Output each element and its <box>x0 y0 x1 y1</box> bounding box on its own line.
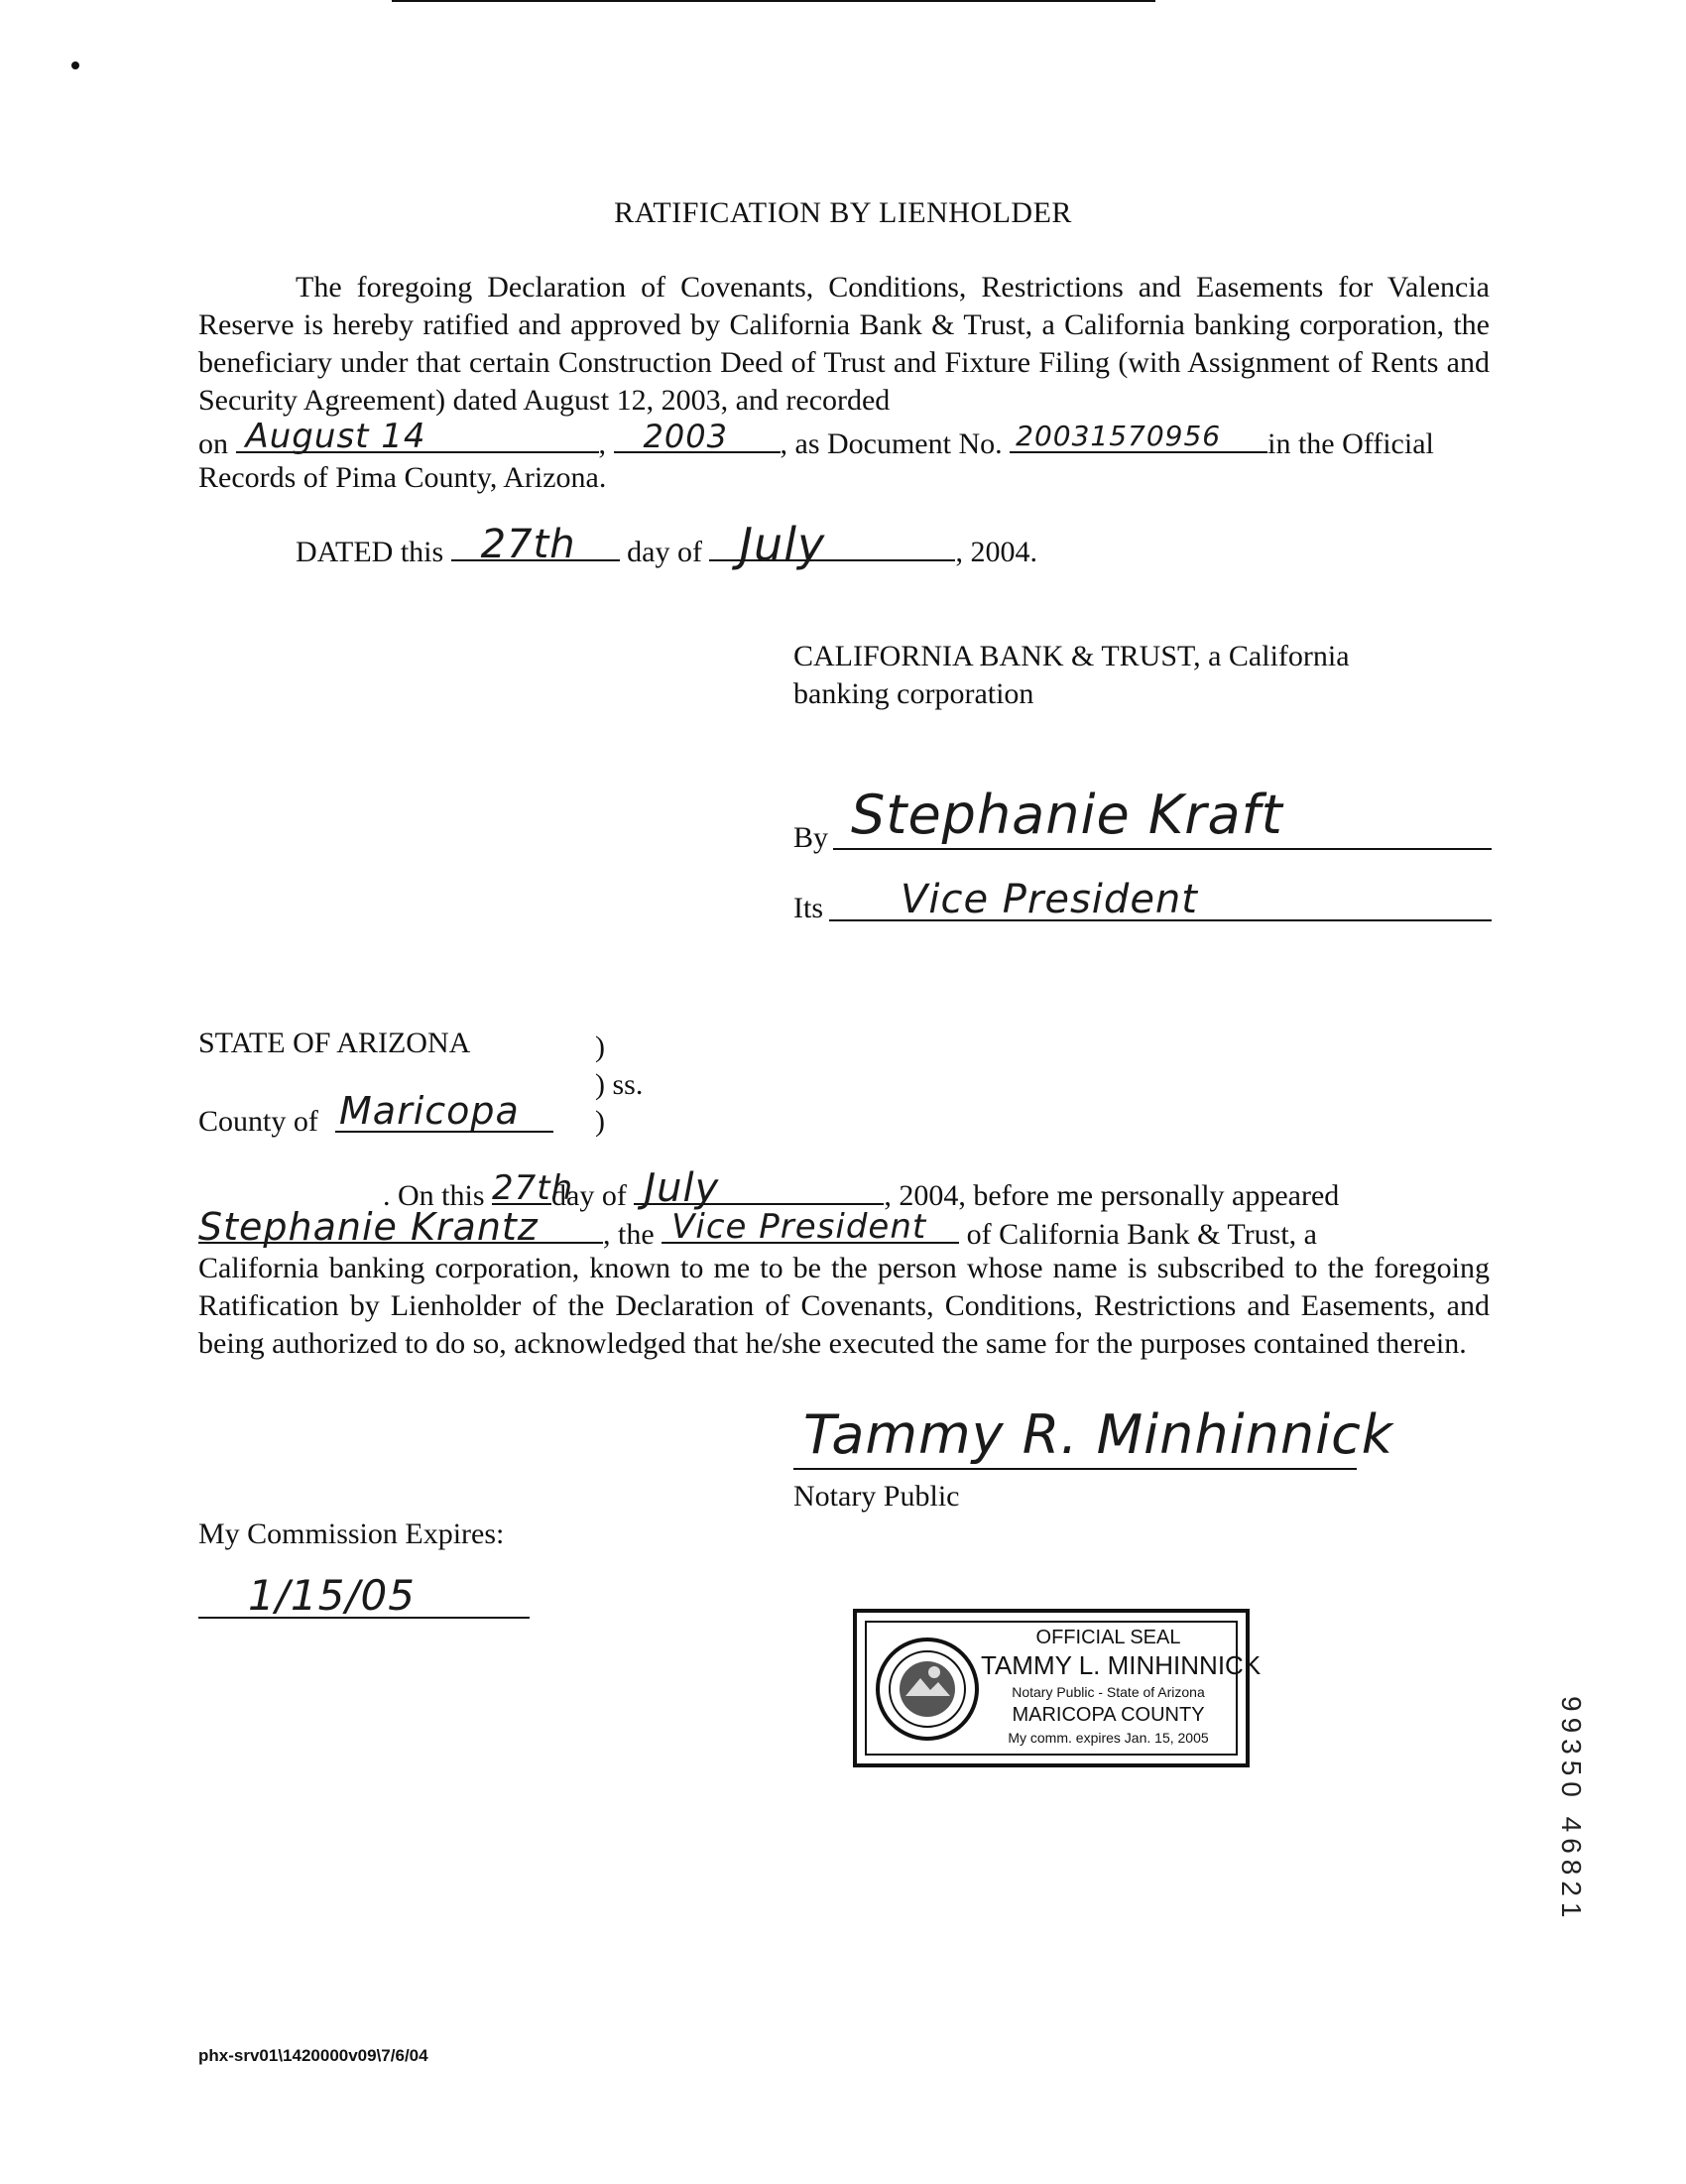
bank-name-line-1: CALIFORNIA BANK & TRUST, a California <box>793 640 1350 672</box>
ack-person-blank <box>198 1205 603 1249</box>
ack-day-blank <box>492 1168 574 1208</box>
commission-expires-label: My Commission Expires: <box>198 1517 505 1550</box>
recording-line <box>198 417 1434 463</box>
seal-line-5: My comm. expires Jan. 15, 2005 <box>1008 1730 1209 1746</box>
county-handwritten: Maricopa <box>339 1089 520 1133</box>
notary-seal-stamp <box>853 1609 1262 1767</box>
dated-day-handwritten: 27th <box>480 522 576 567</box>
document-number-blank <box>1010 422 1267 453</box>
ack-leading-space <box>198 1175 383 1205</box>
document-no-label: , as Document No. <box>780 427 1003 460</box>
recorded-year-blank <box>614 418 781 455</box>
ack-title-handwritten: Vice President <box>671 1207 927 1247</box>
venue-paren-1: ) <box>595 1031 605 1063</box>
state-of-arizona: STATE OF ARIZONA <box>198 1027 471 1059</box>
its-label: Its <box>793 892 823 924</box>
venue-ss: ) ss. <box>595 1068 644 1101</box>
ack-title-blank <box>662 1207 959 1247</box>
dated-line <box>296 518 1037 571</box>
acknowledgment-body: California banking corporation, known to me to be the person whose name is subscribed to the foregoing Ratification by Lienholder of the Declaration of Covenants, Conditions, Restrictions and Easements, and being authorized to do so, acknowledged that he/she executed the same for the purposes contained therein. <box>198 1252 1490 1360</box>
by-label: By <box>793 821 829 854</box>
records-line: Records of Pima County, Arizona. <box>198 461 607 494</box>
footer-document-id: phx-srv01\1420000v09\7/6/04 <box>198 2046 428 2065</box>
seal-line-4: MARICOPA COUNTY <box>1012 1704 1205 1726</box>
ratification-paragraph: The foregoing Declaration of Covenants, Conditions, Restrictions and Easements for Valencia Reserve is hereby ratified and approved by California Bank & Trust, a California banking corporation, the beneficiary under that certain Construction Deed of Trust and Fixture Filing (with Assignment of Rents and Security Agreement) dated August 12, 2003, and recorded <box>198 271 1490 417</box>
dated-day-blank <box>451 522 620 567</box>
state-seal-emblem-icon <box>873 1635 982 1744</box>
by-signature-line <box>833 848 1492 850</box>
on-label: on <box>198 427 228 460</box>
bank-name-line-2: banking corporation <box>793 677 1034 710</box>
seal-line-2: TAMMY L. MINHINNICK <box>981 1650 1262 1680</box>
commission-date-line <box>198 1617 530 1619</box>
dated-label: DATED this <box>296 536 444 568</box>
venue-paren-2: ) <box>595 1105 605 1138</box>
recorded-date-blank <box>236 417 599 456</box>
on-this-label: . On this <box>383 1179 485 1212</box>
notary-public-label: Notary Public <box>793 1480 960 1513</box>
side-recording-number: 99350 46821 <box>1556 1696 1587 1924</box>
ack-day-handwritten: 27th <box>492 1168 574 1208</box>
ack-the-label: , the <box>603 1218 655 1251</box>
dated-month-handwritten: July <box>739 518 826 571</box>
ack-month-handwritten: July <box>644 1165 720 1211</box>
ack-person-handwritten: Stephanie Krantz <box>198 1205 539 1249</box>
recorded-date-handwritten: August 14 <box>245 417 426 456</box>
official-records-text: in the Official <box>1267 427 1434 460</box>
ack-day-of-label: day of <box>551 1179 627 1212</box>
dated-month-blank <box>709 518 955 571</box>
notary-signature-line <box>793 1468 1357 1470</box>
ack-year-text: , 2004, before me personally appeared <box>884 1179 1340 1212</box>
commission-date-handwritten: 1/15/05 <box>248 1571 416 1620</box>
seal-line-3: Notary Public - State of Arizona <box>1012 1684 1205 1700</box>
ack-of-bank: of California Bank & Trust, a <box>966 1218 1317 1251</box>
day-of-label: day of <box>627 536 702 568</box>
county-line <box>335 1131 553 1133</box>
scan-speck <box>71 61 79 69</box>
ack-month-blank <box>634 1165 884 1211</box>
officer-signature: Stephanie Kraft <box>851 784 1283 846</box>
dated-year: , 2004. <box>955 536 1037 568</box>
acknowledgment-line-2 <box>198 1205 1317 1254</box>
officer-title-handwritten: Vice President <box>901 877 1198 922</box>
top-edge-rule <box>392 0 1155 2</box>
recorded-year-handwritten: 2003 <box>643 418 728 455</box>
seal-line-1: OFFICIAL SEAL <box>1035 1627 1181 1648</box>
county-of-label: County of <box>198 1105 318 1138</box>
document-number-handwritten: 20031570956 <box>1016 420 1222 452</box>
comma: , <box>598 427 606 460</box>
document-title: RATIFICATION BY LIENHOLDER <box>614 196 1072 229</box>
notary-signature: Tammy R. Minhinnick <box>803 1403 1394 1466</box>
